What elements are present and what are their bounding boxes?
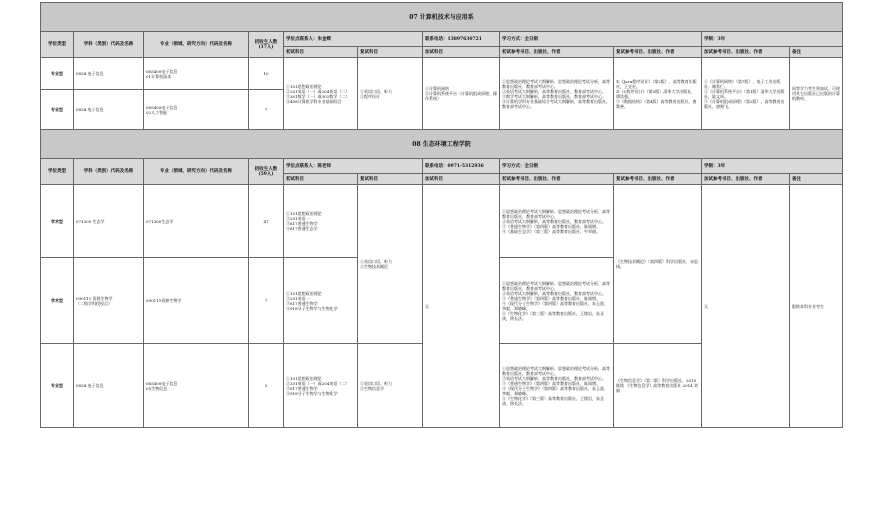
- dept07-quota: (17人): [258, 44, 274, 50]
- header-exam-subjects: 初试科目: [284, 174, 358, 185]
- major-cell: 090111资源生物学: [144, 258, 249, 344]
- header-degree-type: 学位类型: [41, 159, 74, 185]
- retest-subjects-cell: ①英语口语、听力 ②程序设计: [358, 58, 423, 130]
- subject-cell: 090111 资源生物学 （二级学科授权点）: [74, 258, 144, 344]
- quota-cell: 10: [249, 58, 284, 90]
- dept07-contact: 学位点联系人：朱金辉: [284, 32, 423, 47]
- degree-type-cell: 专业型: [41, 90, 74, 130]
- header-retest-subjects: 复试科目: [358, 47, 423, 58]
- header-retest-refs: 复试参考书目、出版社、作者: [614, 47, 702, 58]
- admissions-catalog-sheet: [40, 2, 842, 428]
- header-extra-refs: 加试参考书目、出版社、作者: [702, 47, 790, 58]
- degree-type-cell: 学术型: [41, 185, 74, 258]
- header-major-code: 专业（领域、研究方向）代码及名称: [144, 159, 249, 185]
- exam-refs-cell: ①思想政治理论考试大纲解析、思想政治理论考试分析，高等教育出版社，教育部考试中心。 ②英语考试大纲解析，高等教育出版社，教育部考试中心。 ③《普通生物学》（第四版）高等教育出版社，陈阅增。 ④《现代分子生物学》（第四版）高等教育出版社，朱玉贤，李毅，郑晓峰。 ⑤《生物化学》（第三版）高等教育出版社，王镜岩，朱圣庚，徐长法。: [500, 344, 614, 428]
- header-subject-code: 学科（类别）代码及名称: [74, 32, 144, 58]
- major-cell: 071300生态学: [144, 185, 249, 258]
- quota-cell: 7: [249, 258, 284, 344]
- retest-refs-cell: 《生物技术概论》（第四版）科学出版社，宋思扬。: [614, 185, 702, 344]
- dept07-title-row: [41, 3, 843, 32]
- degree-type-cell: 学术型: [41, 258, 74, 344]
- header-extra-refs: 加试参考书目、出版社、作者: [702, 174, 790, 185]
- exam-refs-cell: ①思想政治理论考试大纲解析、思想政治理论考试分析，高等教育出版社，教育部考试中心。 ②英语考试大纲解析，高等教育出版社，教育部考试中心。 ③《普通生物学》（第四版）高等教育出版社，陈阅增。 ④《现代分子生物学》（第四版）高等教育出版社，朱玉贤，李毅，郑晓峰。 ⑤《生物化学》（第三版）高等教育出版社，王镜岩，朱圣庚，徐长法。: [500, 258, 614, 344]
- exam-subjects-cell: ①101思想政治理论 ②201英语（一）或204英语（二） ③301数学（一）或302数学（二） ④408计算机学科专业基础综合: [284, 58, 358, 130]
- quota-cell: 47: [249, 185, 284, 258]
- notes-cell: 同等学力考生须加试。可使用其它出版社已出版的计算机教材。: [790, 58, 843, 130]
- major-cell: 085400电子信息 05生物信息: [144, 344, 249, 428]
- dept08-quota: (59人): [258, 171, 274, 177]
- extra-refs-cell: ①《计算机网络》（第7版），电子工业出版社，谢希仁。 ②《计算机系统平台》（第1版）清华大学出版社，陆文周。 ③《计算机组成原理》（第2版），高等教育出版社，唐朔飞。: [702, 58, 790, 130]
- extra-refs-cell: 无: [702, 185, 790, 428]
- dept08-title: 08 生态环境工程学院: [41, 130, 843, 159]
- dept07-study-mode: 学习方式：全日制: [500, 32, 702, 47]
- header-exam-refs: 初试参考书目、出版社、作者: [500, 47, 614, 58]
- retest-subjects-cell: ①英语口语、听力 ②生物技术概论: [358, 185, 423, 344]
- dept08-title-row: [41, 130, 843, 159]
- header-retest-refs: 复试参考书目、出版社、作者: [614, 174, 702, 185]
- degree-type-cell: 专业型: [41, 58, 74, 90]
- subject-cell: 0854 电子信息: [74, 58, 144, 90]
- header-notes: 备注: [790, 174, 843, 185]
- exam-subjects-cell: ①101思想政治理论 ②201英语一 ③617普通生物学 ④918分子生物学与生物化学: [284, 258, 358, 344]
- dept08-study-mode: 学习方式：全日制: [500, 159, 702, 174]
- subject-cell: 0854 电子信息: [74, 344, 144, 428]
- notes-cell: 限跨本科专业考生: [790, 185, 843, 428]
- dept08-duration: 学制：3年: [702, 159, 843, 174]
- retest-refs-cell: ①《Java程序设计》（第2版），高等教育出版社，王克宏。 ②《C程序设计》（第5版）清华大学出版社，谭浩强。 ③《数据结构》（第4版）高等教育出版社，唐策善。: [614, 58, 702, 130]
- header-exam-subjects: 初试科目: [284, 47, 358, 58]
- header-retest-subjects: 复试科目: [358, 174, 423, 185]
- header-subject-code: 学科（类别）代码及名称: [74, 159, 144, 185]
- header-major-code: 专业（领域、研究方向）代码及名称: [144, 32, 249, 58]
- subject-cell: 071300 生态学: [74, 185, 144, 258]
- quota-cell: 7: [249, 90, 284, 130]
- exam-subjects-cell: ①101思想政治理论 ②201英语（一）或204英语（二） ③617普通生物学 ④918分子生物学与生物化学: [284, 344, 358, 428]
- exam-refs-cell: ①思想政治理论考试大纲解析、思想政治理论考试分析，高等教育出版社，教育部考试中心。 ②英语考试大纲解析，高等教育出版社，教育部考试中心。 ③数学考试大纲解析，高等教育出版社，教育部考试中心。 ④计算机学科专业基础综合考试大纲解析，高等教育出版社，教育部考试中心。: [500, 58, 614, 130]
- dept08-header-row: [41, 159, 843, 174]
- header-exam-refs: 初试参考书目、出版社、作者: [500, 174, 614, 185]
- header-degree-type: 学位类型: [41, 32, 74, 58]
- header-quota: 招收生人数 (59人): [249, 159, 284, 185]
- extra-subjects-cell: ①计算机网络 ②计算机系统平台（计算机组成原理、操作系统）: [423, 58, 500, 130]
- retest-refs-cell: 《生物信息学》（第二版）科学出版社，2010 陈铭 《生物信息学》高等教育出版社 2014 刘娟: [614, 344, 702, 428]
- dept07-duration: 学制：3年: [702, 32, 843, 47]
- header-notes: 备注: [790, 47, 843, 58]
- major-cell: 085400电子信息 01计算机技术: [144, 58, 249, 90]
- table-row: [41, 58, 843, 90]
- subject-cell: 0854 电子信息: [74, 90, 144, 130]
- dept08-contact: 学位点联系人：陈老师: [284, 159, 423, 174]
- extra-subjects-cell: 无: [423, 185, 500, 428]
- dept08-phone: 联系电话：0971-5312936: [423, 159, 500, 174]
- exam-refs-cell: ①思想政治理论考试大纲解析、思想政治理论考试分析，高等教育出版社，教育部考试中心。 ②英语考试大纲解析，高等教育出版社，教育部考试中心。 ③《普通生物学》（第四版）高等教育出版社，陈阅增。 ④《基础生态学》（第三版）高等教育出版社，牛翠娟。: [500, 185, 614, 258]
- header-extra-subjects: 加试科目: [423, 47, 500, 58]
- catalog-table: [40, 2, 843, 428]
- degree-type-cell: 专业型: [41, 344, 74, 428]
- header-quota: 招收生人数 (17人): [249, 32, 284, 58]
- exam-subjects-cell: ①101思想政治理论 ②201英语一 ③617普通生物学 ④817普通生态学: [284, 185, 358, 258]
- quota-cell: 5: [249, 344, 284, 428]
- retest-subjects-cell: ①英语口语、听力 ②生物信息学: [358, 344, 423, 428]
- major-cell: 085400电子信息 02人工智能: [144, 90, 249, 130]
- dept07-title: 07 计算机技术与应用系: [41, 3, 843, 32]
- table-row: [41, 185, 843, 258]
- dept07-phone: 联系电话：13897630721: [423, 32, 500, 47]
- header-extra-subjects: 加试科目: [423, 174, 500, 185]
- dept07-header-row: [41, 32, 843, 47]
